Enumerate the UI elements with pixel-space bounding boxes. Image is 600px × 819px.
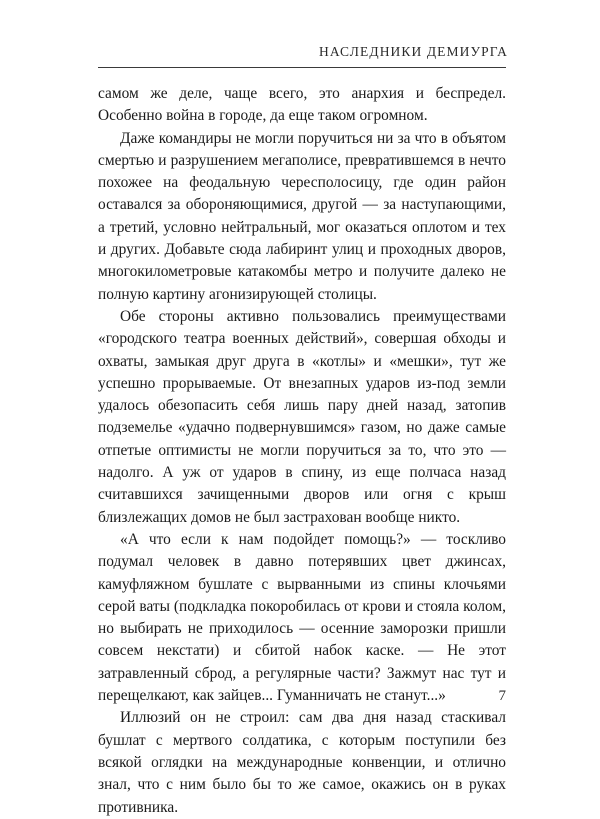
page-number: 7 [498, 688, 506, 704]
running-header-title: НАСЛЕДНИКИ ДЕМИУРГА [319, 44, 508, 59]
paragraph-continued: самом же деле, чаще всего, это анархия и беспредел. Особенно война в городе, да еще таком огромном. [98, 85, 506, 125]
paragraph: Иллюзий он не строил: сам два дня назад стаскивал бушлат с мертвого солдатика, с которым поступили без всякой оглядки на международные конвенции, и отлично знал, что с ним было бы то же самое, окажись он в руках противника. [98, 709, 506, 816]
paragraph: Обе стороны активно пользовались преимуществами «городского театра военных действий», совершая обходы и охваты, замыкая друг друга в «котлы» и «мешки», тут же успешно прорываемые. От внезапных ударов из-под земли удалось обезопасить себя лишь пару дней назад, затопив подземелье «удачно подвернувшимся» газом, но даже самые отпетые оптимисты не могли поручиться за то, что это — надолго. А уж от ударов в спину, из еще полчаса назад считавшихся зачищенными дворов или огня с крыш близлежащих домов не был застрахован вообще никто. [98, 307, 506, 526]
body-text [98, 83, 506, 819]
header-rule [98, 67, 506, 68]
paragraph: «А что если к нам подойдет помощь?» — тоскливо подумал человек в давно потерявших цвет джинсах, камуфляжном бушлате с вырванными из спины клочьями серой ваты (подкладка покоробилась от крови и стояла колом, но выбирать не приходилось — осенние заморозки пришли совсем некстати) и сбитой набок каске. — Не этот затравленный сброд, а регулярные части? Зажмут нас тут и перещелкают, как зайцев... Гуманничать не станут...» [98, 530, 506, 705]
paragraph: Даже командиры не могли поручиться ни за что в объятом смертью и разрушением мегаполисе, превратившемся в нечто похожее на феодальную чересполосицу, где один район оставался за обороняющимися, другой — за наступающими, а третий, условно нейтральный, мог оказаться оплотом и тех и других. Добавьте сюда лабиринт улиц и проходных дворов, многокилометровые катакомбы метро и получите далеко не полную картину агонизирующей столицы. [98, 129, 506, 303]
